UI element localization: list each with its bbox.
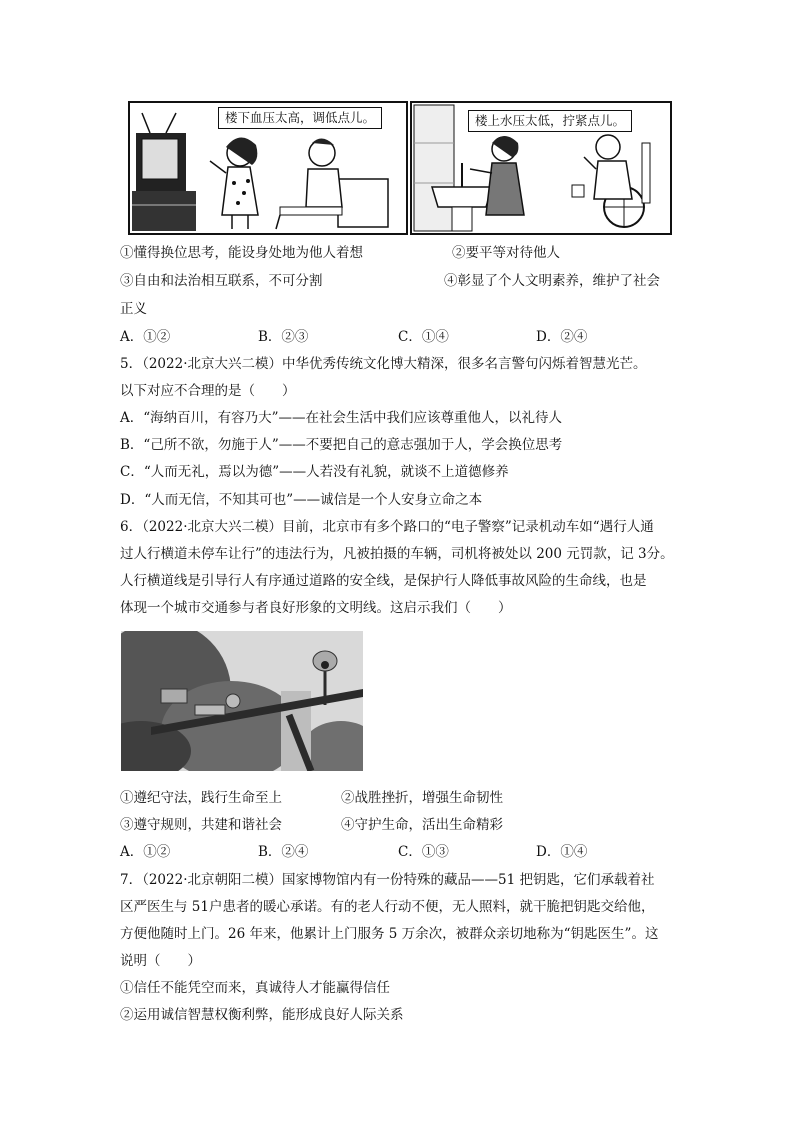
q4-option-c[interactable]: C．①④ <box>398 329 449 345</box>
cartoon-left-caption: 楼下血压太高，调低点儿。 <box>218 107 382 129</box>
q7-stem-line-1: 7．（2022·北京朝阳二模）国家博物馆内有一份特殊的藏品——51 把钥匙，它们承载着社 <box>120 872 655 888</box>
q6-option-c[interactable]: C．①③ <box>398 844 449 860</box>
q5-option-c[interactable]: C．“人而无礼，焉以为德”——人若没有礼貌，就谈不上道德修养 <box>120 464 509 480</box>
q4-option-b[interactable]: B．②③ <box>258 329 309 345</box>
q7-stem-line-2: 区严医生与 51户患者的暖心承诺。有的老人行动不便，无人照料，就干脆把钥匙交给他， <box>120 899 655 915</box>
q6-statement-4: ④守护生命，活出生命精彩 <box>341 817 503 833</box>
q4-statement-1: ①懂得换位思考，能设身处地为他人着想 <box>120 245 363 261</box>
q6-option-d[interactable]: D．①④ <box>536 844 588 860</box>
q6-stem-line-4: 体现一个城市交通参与者良好形象的文明线。这启示我们（ ） <box>120 600 512 616</box>
q6-option-a[interactable]: A．①② <box>120 844 171 860</box>
q5-option-b[interactable]: B．“己所不欲，勿施于人”——不要把自己的意志强加于人，学会换位思考 <box>120 437 563 453</box>
q6-statement-1: ①遵纪守法，践行生命至上 <box>120 790 282 806</box>
q7-statement-1: ①信任不能凭空而来，真诚待人才能赢得信任 <box>120 980 390 996</box>
q4-statement-4-cont: 正义 <box>120 301 147 317</box>
q7-statement-2: ②运用诚信智慧权衡利弊，能形成良好人际关系 <box>120 1007 404 1023</box>
q7-stem-line-3: 方便他随时上门。26 年来，他累计上门服务 5 万余次，被群众亲切地称为“钥匙医生”。这 <box>120 926 659 942</box>
q4-statement-2: ②要平等对待他人 <box>452 245 560 261</box>
q4-option-d[interactable]: D．②④ <box>536 329 588 345</box>
q4-option-a[interactable]: A．①② <box>120 329 171 345</box>
q4-statement-4: ④彰显了个人文明素养，维护了社会 <box>444 273 660 289</box>
q6-stem-line-2: 过人行横道未停车让行”的违法行为，凡被拍摄的车辆，司机将被处以 200 元罚款，记 3分。 <box>120 546 674 562</box>
q6-stem-line-1: 6．（2022·北京大兴二模）目前，北京市有多个路口的“电子警察”记录机动车如“遇行人通 <box>120 519 654 535</box>
q6-statement-3: ③遵守规则，共建和谐社会 <box>120 817 282 833</box>
traffic-camera-photo <box>121 631 363 771</box>
q5-option-d[interactable]: D．“人而无信，不知其可也”——诚信是一个人安身立命之本 <box>120 492 483 508</box>
q6-option-b[interactable]: B．②④ <box>258 844 309 860</box>
q6-stem-line-3: 人行横道线是引导行人有序通过道路的安全线，是保护行人降低事故风险的生命线，也是 <box>120 573 647 589</box>
traffic-camera-image <box>121 631 363 771</box>
cartoon-right-caption: 楼上水压太低，拧紧点儿。 <box>468 110 632 132</box>
q5-option-a[interactable]: A．“海纳百川，有容乃大”——在社会生活中我们应该尊重他人，以礼待人 <box>120 410 563 426</box>
q5-stem-line-2: 以下对应不合理的是（ ） <box>120 383 296 399</box>
q4-statement-3: ③自由和法治相互联系，不可分割 <box>120 273 323 289</box>
q6-statement-2: ②战胜挫折，增强生命韧性 <box>341 790 503 806</box>
q5-stem-line-1: 5．（2022·北京大兴二模）中华优秀传统文化博大精深，很多名言警句闪烁着智慧光芒。 <box>120 356 647 372</box>
q7-stem-line-4: 说明（ ） <box>120 953 201 969</box>
